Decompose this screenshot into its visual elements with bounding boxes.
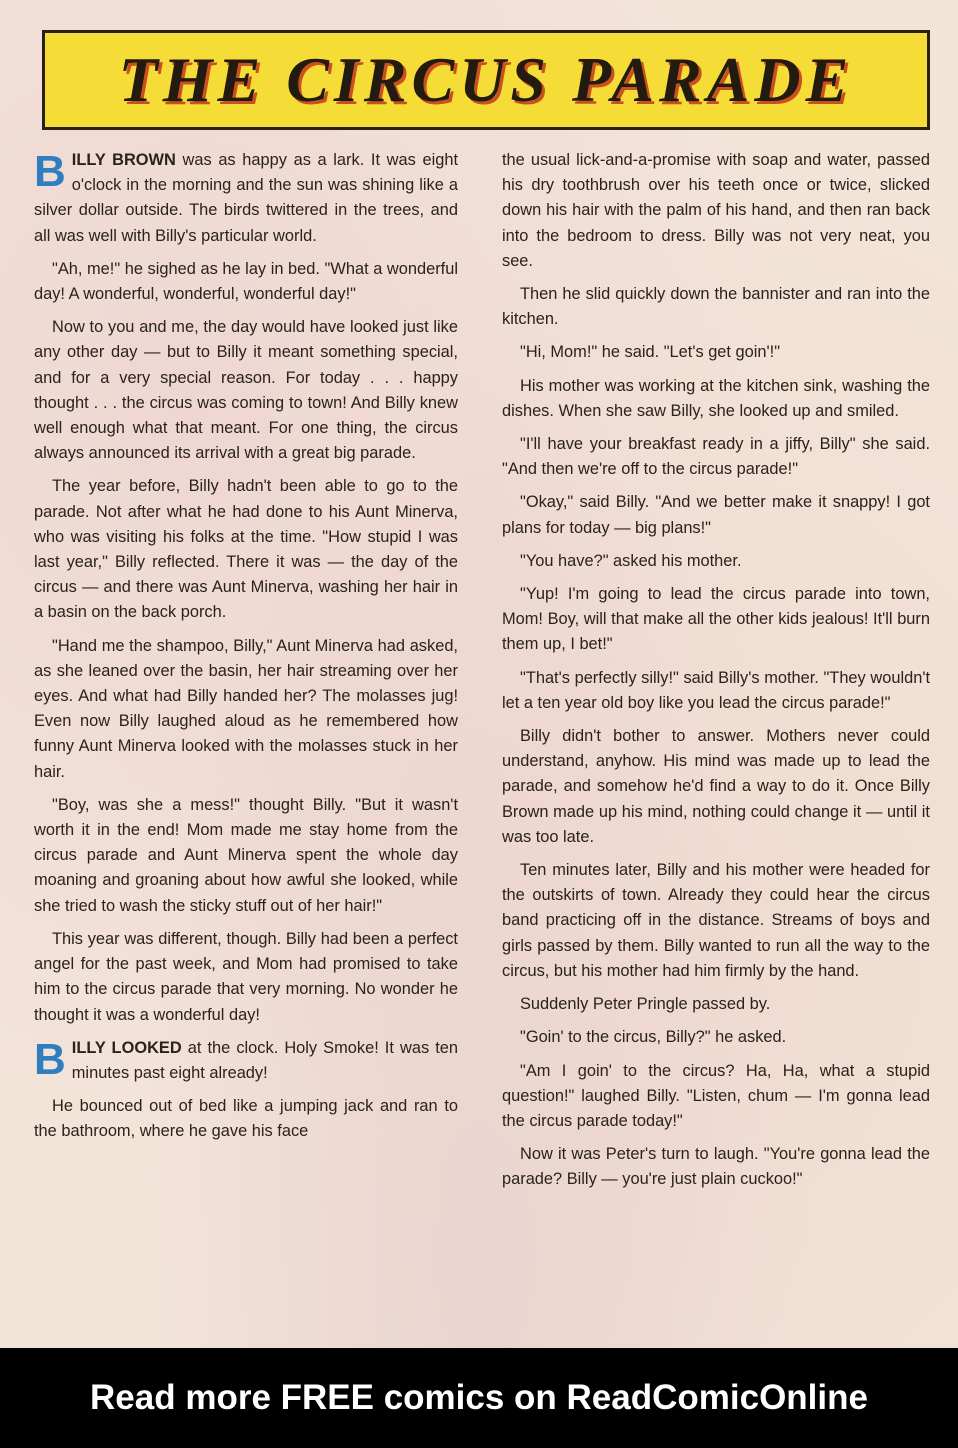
paragraph: Billy didn't bother to answer. Mothers never could understand, anyhow. His mind was made up to lead the parade, and somehow he'd find a way to do it. Once Billy Brown made up his mind, nothing could change it — until it was too late. xyxy=(502,727,930,846)
paragraph: Now to you and me, the day would have looked just like any other day — but to Billy it meant something special, and for a very special reason. For today . . . happy thought . . . the circus was coming to town! And Billy knew well enough what that meant. For one thing, the circus always announced its arrival with a great big parade. xyxy=(34,318,458,463)
paragraph: Now it was Peter's turn to laugh. "You're gonna lead the parade? Billy — you're just plain cuckoo!" xyxy=(502,1145,930,1189)
paragraph-text: at the clock. Holy Smoke! It was ten minutes past eight already! xyxy=(71,1038,458,1082)
paragraph: "Hi, Mom!" he said. "Let's get goin'!" xyxy=(520,343,781,362)
right-column xyxy=(502,148,930,1201)
paragraph: His mother was working at the kitchen sink, washing the dishes. When she saw Billy, she looked up and smiled. xyxy=(502,376,930,420)
title-banner xyxy=(42,30,930,130)
paragraph: Suddenly Peter Pringle passed by. xyxy=(520,995,771,1014)
paragraph: "Ah, me!" he sighed as he lay in bed. "What a wonderful day! A wonderful, wonderful, wonderful day!" xyxy=(34,259,458,304)
paragraph-text: was as happy as a lark. It was eight o'clock in the morning and the sun was shining like a silver dollar outside. The birds twittered in the trees, and all was well with Billy's particular world. xyxy=(34,151,458,245)
paragraph: "Okay," said Billy. "And we better make it snappy! I got plans for today — big plans!" xyxy=(502,493,930,537)
drop-cap: B xyxy=(34,147,66,196)
paragraph: the usual lick-and-a-promise with soap and water, passed his dry toothbrush over his teeth once or twice, slicked down his hair with the palm of his hand, and then ran back into the bedroom to dress. Billy was not very neat, you see. xyxy=(502,151,930,270)
paragraph: "Hand me the shampoo, Billy," Aunt Minerva had asked, as she leaned over the basin, her hair streaming over her eyes. And what had Billy handed her? The molasses jug! Even now Billy laughed aloud as he remembered how funny Aunt Minerva looked with the molasses stuck in her hair. xyxy=(34,636,458,781)
paragraph: "Yup! I'm going to lead the circus parade into town, Mom! Boy, will that make all the other kids jealous! It'll burn them up, I bet!" xyxy=(502,585,930,654)
lead-in: ILLY LOOKED xyxy=(71,1038,182,1057)
paragraph: "Am I goin' to the circus? Ha, Ha, what a stupid question!" laughed Billy. "Listen, chum — I'm gonna lead the circus parade today!" xyxy=(502,1061,930,1130)
drop-cap: B xyxy=(34,1034,66,1084)
paragraph: "You have?" asked his mother. xyxy=(520,551,742,570)
lead-in: ILLY BROWN xyxy=(71,151,176,169)
page-title: THE CIRCUS PARADE xyxy=(118,44,854,115)
paragraph: "I'll have your breakfast ready in a jiffy, Billy" she said. "And then we're off to the circus parade!" xyxy=(502,435,930,479)
footer-banner-text[interactable]: Read more FREE comics on ReadComicOnline xyxy=(90,1378,868,1417)
left-column xyxy=(34,148,458,1153)
paragraph: "Boy, was she a mess!" thought Billy. "But it wasn't worth it in the end! Mom made me stay home from the circus parade and Aunt Minerva spent the whole day moaning and groaning about how awful she looked, while she tried to wash the sticky stuff out of her hair!" xyxy=(34,795,458,915)
paragraph xyxy=(34,148,458,249)
paragraph: The year before, Billy hadn't been able to go to the parade. Not after what he had done to his Aunt Minerva, who was visiting his folks at the time. "How stupid I was last year," Billy reflected. There it was — the day of the circus — and there was Aunt Minerva, washing her hair in a basin on the back porch. xyxy=(34,477,458,622)
footer-banner[interactable] xyxy=(0,1348,958,1448)
paragraph: "Goin' to the circus, Billy?" he asked. xyxy=(520,1028,787,1047)
paragraph: This year was different, though. Billy had been a perfect angel for the past week, and Mom had promised to take him to the circus parade that very morning. No wonder he thought it was a wonderful day! xyxy=(34,929,458,1024)
paragraph: Then he slid quickly down the bannister and ran into the kitchen. xyxy=(502,285,930,329)
paragraph xyxy=(34,1036,458,1086)
paragraph: "That's perfectly silly!" said Billy's mother. "They wouldn't let a ten year old boy like you lead the circus parade!" xyxy=(502,668,930,712)
paragraph: He bounced out of bed like a jumping jack and ran to the bathroom, where he gave his face xyxy=(34,1097,458,1141)
paragraph: Ten minutes later, Billy and his mother were headed for the outskirts of town. Already they could hear the circus band practicing off in the distance. Streams of boys and girls passed by them. Billy wanted to run all the way to the circus, but his mother had him firmly by the hand. xyxy=(502,861,930,980)
